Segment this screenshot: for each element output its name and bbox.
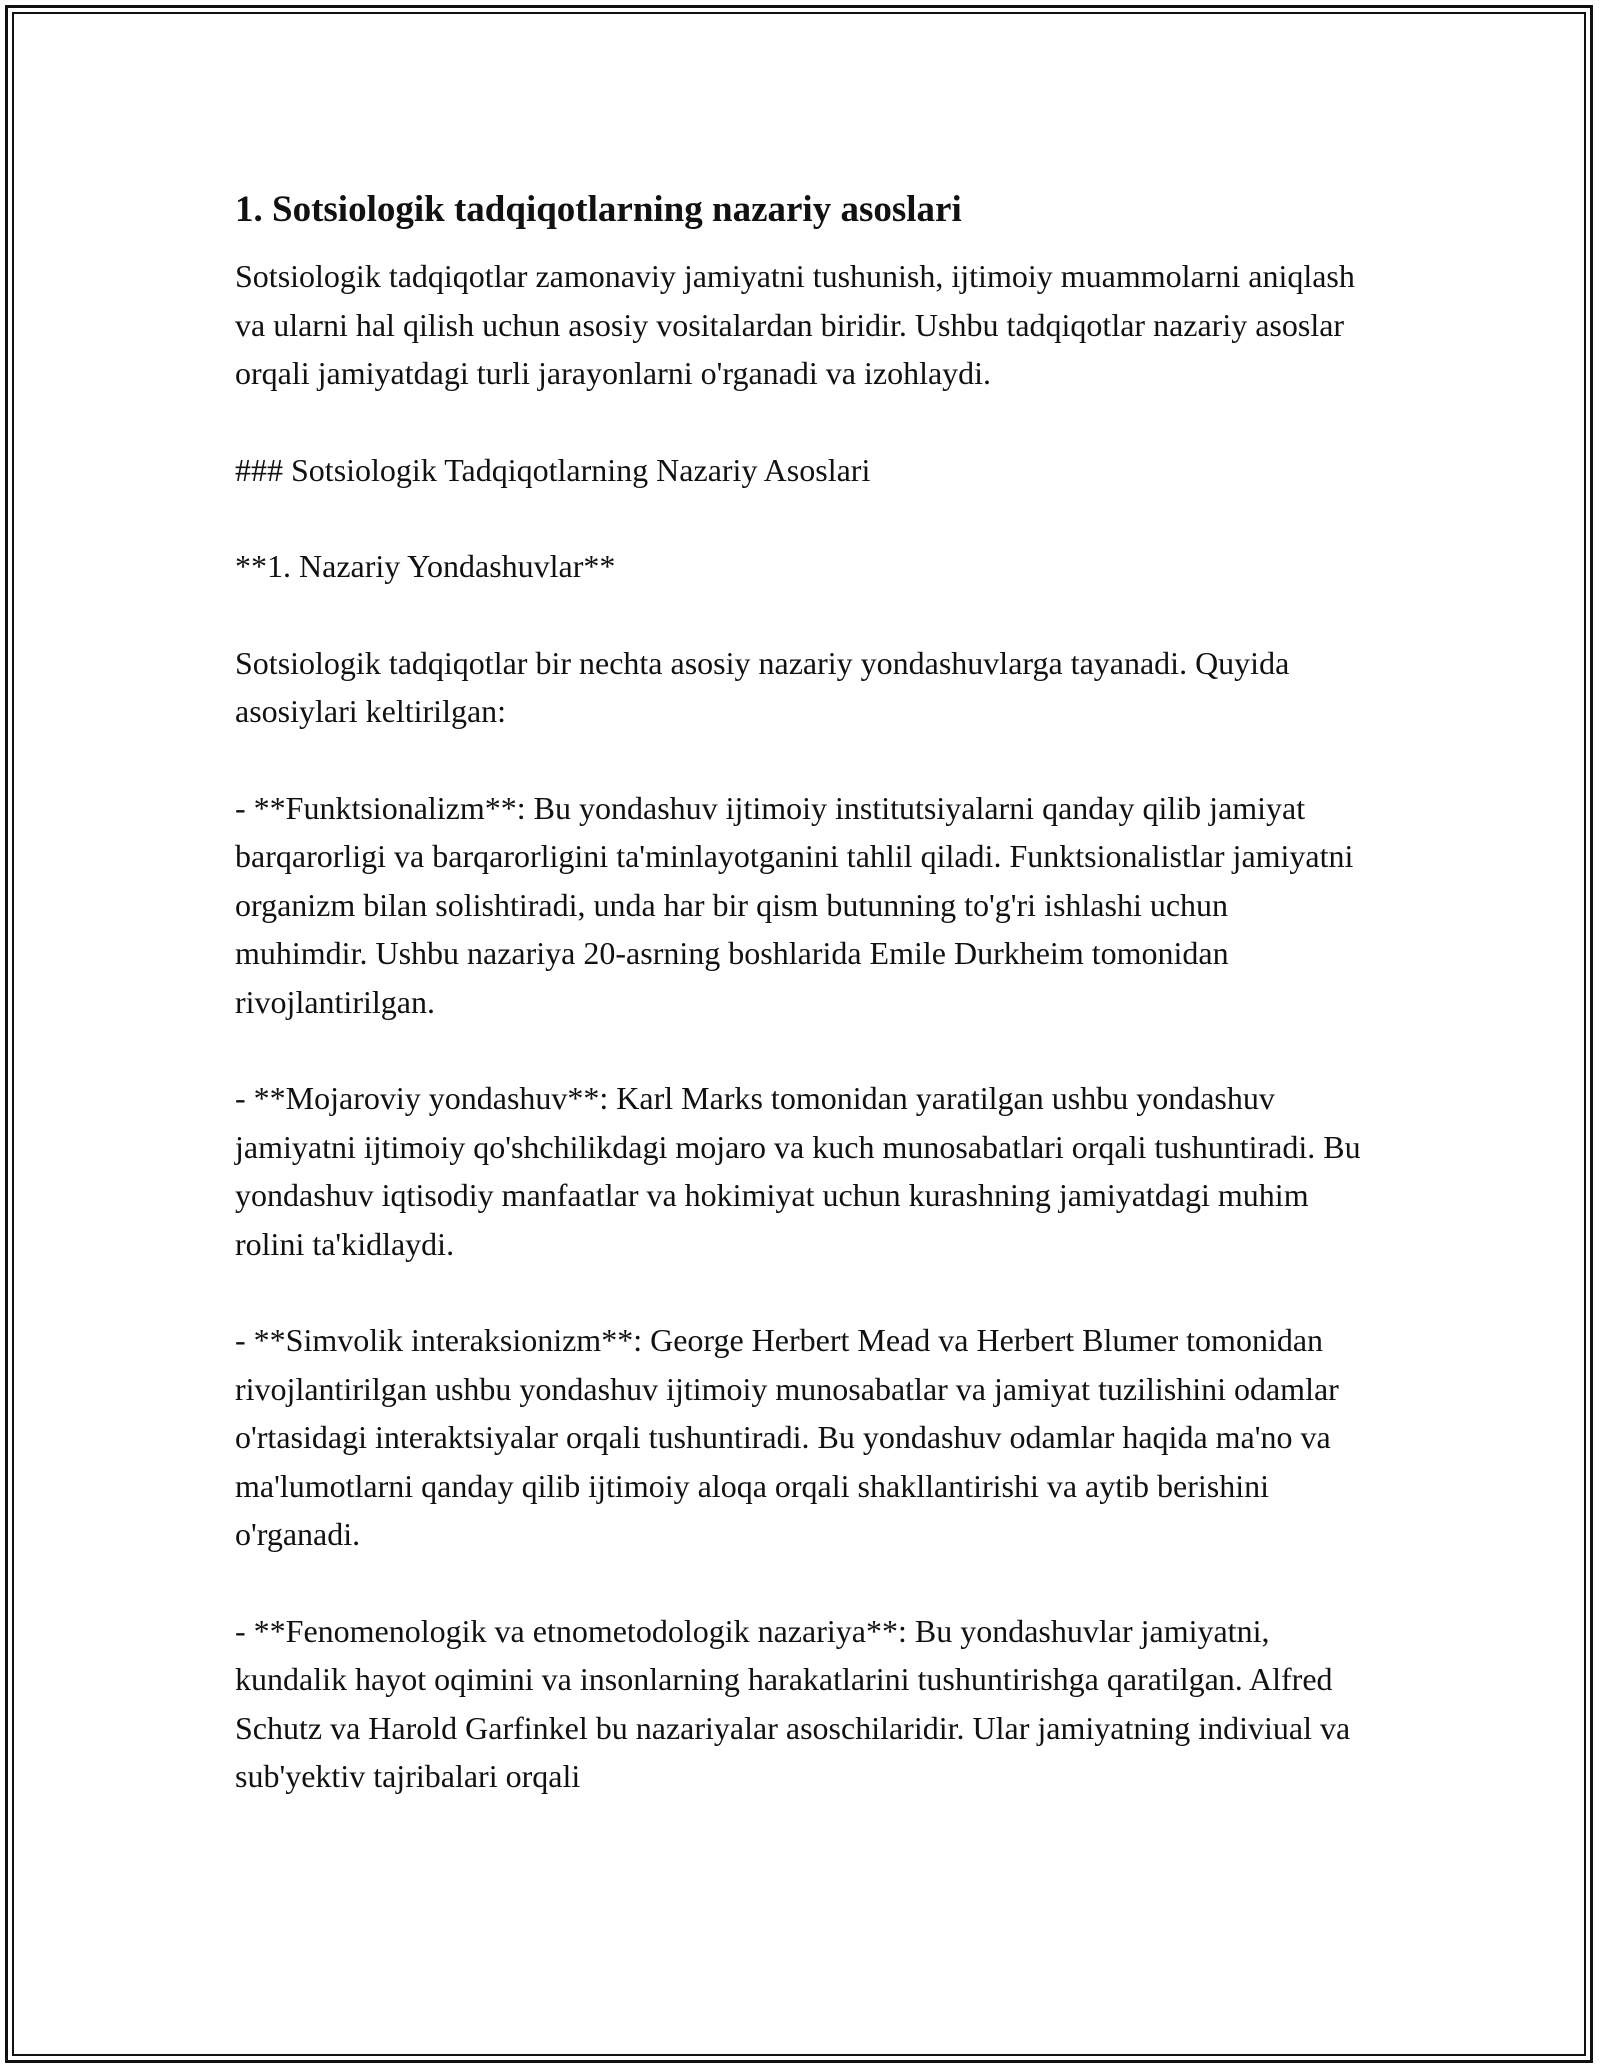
list-item-simvolik: - **Simvolik interaksionizm**: George Herbert Mead va Herbert Blumer tomonidan rivojlantirilgan ushbu yondashuv ijtimoiy munosabatlar va jamiyat tuzilishini odamlar o'rtasidagi interaktsiyalar orqali tushuntiradi. Bu yondashuv odamlar haqida ma'no va ma'lumotlarni qanday qilib ijtimoiy aloqa orqali shakllantirishi va aytib berishini o'rganadi.: [235, 1322, 1339, 1552]
document-body: [235, 186, 1365, 1849]
subsection-heading: **1. Nazariy Yondashuvlar**: [235, 548, 616, 584]
lead-paragraph: Sotsiologik tadqiqotlar bir nechta asosiy nazariy yondashuvlarga tayanadi. Quyida asosiylari keltirilgan:: [235, 644, 1290, 729]
list-item-fenomenologik: - **Fenomenologik va etnometodologik nazariya**: Bu yondashuvlar jamiyatni, kundalik hayot oqimini va insonlarning harakatlarini tushuntirishga qaratilgan. Alfred Schutz va Harold Garfinkel bu nazariyalar asoschilaridir. Ular jamiyatning indiviual va sub'yektiv tajribalari orqali: [235, 1612, 1351, 1794]
document-title: 1. Sotsiologik tadqiqotlarning nazariy asoslari: [235, 189, 962, 230]
section-heading: ### Sotsiologik Tadqiqotlarning Nazariy Asoslari: [235, 451, 871, 488]
list-item-mojaroviy: - **Mojaroviy yondashuv**: Karl Marks tomonidan yaratilgan ushbu yondashuv jamiyatni ijtimoiy qo'shchilikdagi mojaro va kuch munosabatlari orqali tushuntiradi. Bu yondashuv iqtisodiy manfaatlar va hokimiyat uchun kurashning jamiyatdagi muhim rolini ta'kidlaydi.: [235, 1080, 1361, 1262]
list-item-funktsionalizm: - **Funktsionalizm**: Bu yondashuv ijtimoiy institutsiyalarni qanday qilib jamiyat barqarorligi va barqarorligini ta'minlayotganini tahlil qiladi. Funktsionalistlar jamiyatni organizm bilan solishtiradi, unda har bir qism butunning to'g'ri ishlashi uchun muhimdir. Ushbu nazariya 20-asrning boshlarida Emile Durkheim tomonidan rivojlantirilgan.: [235, 789, 1354, 1020]
intro-paragraph: Sotsiologik tadqiqotlar zamonaviy jamiyatni tushunish, ijtimoiy muammolarni aniqlash va ularni hal qilish uchun asosiy vositalardan biridir. Ushbu tadqiqotlar nazariy asoslar orqali jamiyatdagi turli jarayonlarni o'rganadi va izohlaydi.: [235, 258, 1355, 391]
